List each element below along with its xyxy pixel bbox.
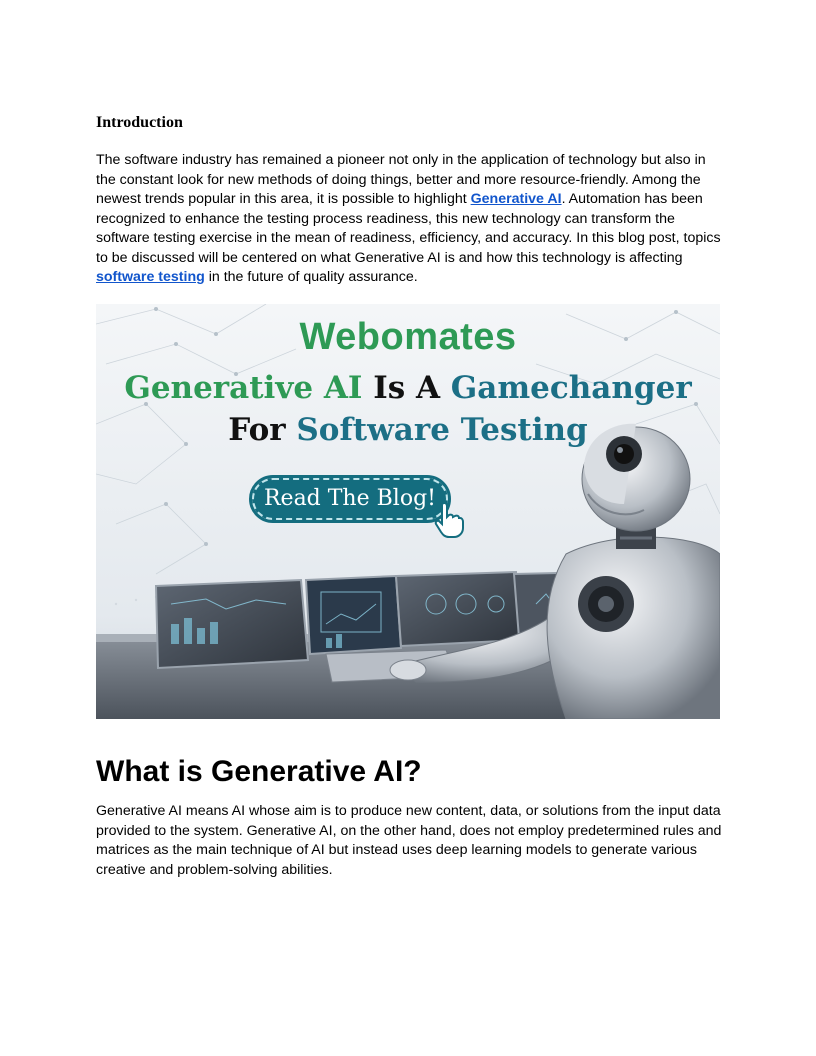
intro-text-1: The software industry has remained a pioneer not only in the application of technology but also in the constant look for new methods of doing things, better and more resource-friendly. Among the newest trends popular in this area, it is possible to highlight (96, 152, 706, 207)
headline-for: For (228, 412, 297, 448)
hand-pointer-icon (434, 502, 464, 538)
generative-ai-link[interactable]: Generative AI (470, 191, 562, 207)
headline-is-a: Is A (362, 370, 451, 406)
read-the-blog-button[interactable]: Read The Blog! (252, 478, 448, 520)
introduction-heading: Introduction (96, 114, 183, 131)
section-title: What is Generative AI? (96, 755, 422, 788)
headline-software-testing: Software Testing (296, 412, 588, 448)
headline-generative-ai: Generative AI (124, 370, 363, 406)
webomates-logo: Webomates (299, 316, 517, 358)
blog-banner-image (96, 304, 720, 719)
banner-headline-line2 (96, 410, 720, 450)
intro-text-2: . Automation has been recognized to enhance the testing process readiness, this new technology can transform the software testing exercise in the mean of readiness, efficiency, and accuracy. In this blog post, topics to be discussed will be centered on what Generative AI is and how this technology is affecting (96, 191, 721, 266)
intro-text-3: in the future of quality assurance. (204, 269, 418, 285)
software-testing-link[interactable]: software testing (96, 269, 205, 285)
introduction-paragraph (96, 151, 722, 288)
banner-headline-line1 (96, 368, 720, 408)
headline-gamechanger: Gamechanger (450, 370, 692, 406)
section-paragraph: Generative AI means AI whose aim is to produce new content, data, or solutions from the input data provided to the system. Generative AI, on the other hand, does not employ predetermined rules and matrices as the main technique of AI but instead uses deep learning models to generate various creative and problem-solving abilities. (96, 803, 722, 878)
